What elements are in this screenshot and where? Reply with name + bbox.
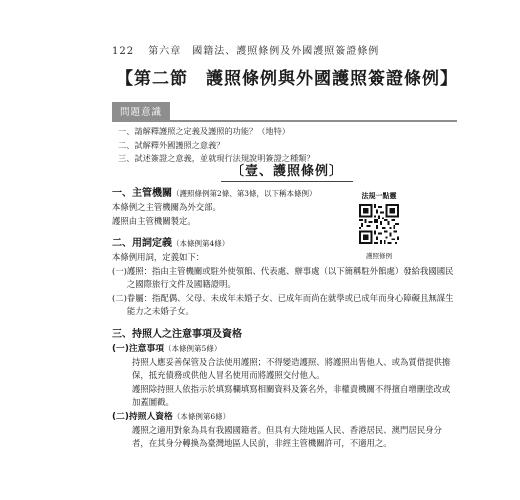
- heading-definitions-title: 二、用詞定義: [112, 238, 172, 249]
- heading-authority-note: （護照條例第2條、第3條，以下稱本條例）: [172, 189, 317, 198]
- paragraph: 本條例用詞，定義如下：: [112, 252, 205, 262]
- subsection-title-text: 〔壹、護照條例〕: [221, 160, 353, 182]
- paragraph: 持照人應妥善保管及合法使用護照；不得變造護照、將護照出售他人、或為質借提供擔保，抵充債務或供他人冒名使用而將護照交付他人。: [132, 356, 451, 380]
- subheading-eligibility-title: 持照人資格: [128, 411, 173, 422]
- heading-authority-title: 一、主管機關: [112, 188, 172, 199]
- item-marker: (二): [112, 411, 129, 422]
- item-text: 護照：指由主管機關或駐外使領館、代表處、辦事處（以下簡稱駐外館處）發給我國國民之國際旅行文件及國籍證明。: [126, 265, 454, 289]
- qr-top-label: 法規一點靈: [361, 192, 397, 200]
- subheading-notes-title: 注意事項: [128, 343, 165, 354]
- heading-definitions-note: （本條例第4條）: [172, 239, 230, 248]
- item-marker: (二): [112, 292, 127, 303]
- subsection-title: [112, 160, 462, 182]
- issue-item: 一、請解釋護照之定義及護照的功能？（地特）: [118, 126, 290, 136]
- heading-definitions: [112, 237, 402, 251]
- qr-bottom-label: 護照條例: [366, 252, 392, 260]
- definition-item: [112, 292, 457, 319]
- heading-holder: 三、持照人之注意事項及資格: [112, 328, 242, 340]
- section-title: 【第二節 護照條例與外國護照簽證條例】: [116, 69, 458, 89]
- paragraph: 護照由主管機關製定。: [112, 215, 196, 226]
- paragraph: 本條例之主管機關為外交部。: [112, 202, 221, 212]
- subheading-notes-note: （本條例第5條）: [164, 343, 222, 353]
- page-number: 122: [112, 46, 135, 57]
- item-text: 眷屬：指配偶、父母、未成年未婚子女、已成年而尚在就學或已成年而身心障礙且無謀生能力之未婚子女。: [126, 292, 454, 316]
- heading-authority: [112, 187, 402, 201]
- chapter-title: 第六章 國籍法、護照條例及外國護照簽證條例: [148, 46, 380, 57]
- issue-item: 二、試解釋外國護照之意義？: [118, 139, 225, 150]
- issue-item: 三、試述簽證之意義，並就現行法規說明簽證之種類？: [118, 153, 315, 163]
- content-body: [112, 187, 454, 451]
- paragraph: 護照除持照人依指示於填寫欄填寫相關資料及簽名外，非權責機關不得擅自增刪塗改或加蓋圖戳。: [132, 383, 451, 407]
- running-head: [112, 42, 379, 57]
- subheading-eligibility: [112, 410, 402, 424]
- subheading-eligibility-note: （本條例第6條）: [172, 411, 231, 421]
- paragraph: 護照之適用對象為具有我國國籍者。但具有大陸地區人民、香港居民、澳門居民身分者，在其身分轉換為臺灣地區人民前，非經主管機關許可，不適用之。: [132, 424, 442, 448]
- subheading-notes: [112, 342, 402, 356]
- definition-item: [112, 265, 457, 292]
- item-marker: (一): [112, 343, 129, 354]
- issue-heading: 問題意識: [112, 102, 170, 120]
- item-marker: (一): [112, 265, 127, 276]
